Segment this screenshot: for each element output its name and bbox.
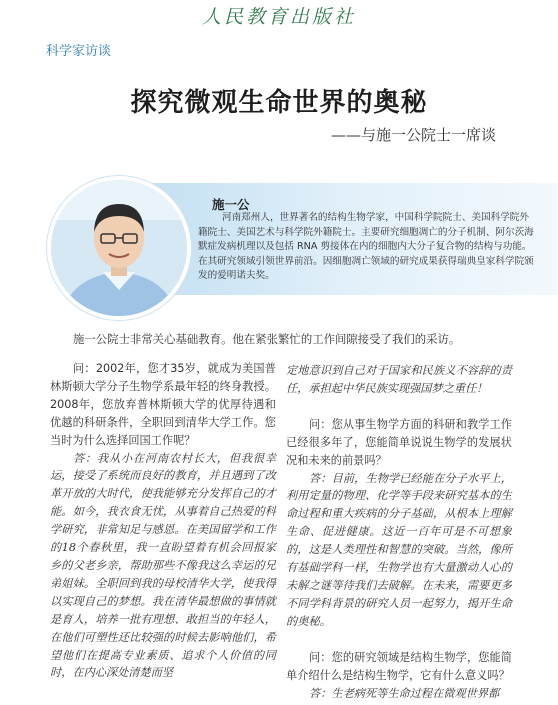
bio-name: 施一公 bbox=[212, 197, 250, 212]
question-1: 问：2002年，您才35岁，就成为美国普林斯顿大学分子生物学系最年轻的终身教授。2008年，您放弃普林斯顿大学的优厚待遇和优越的科研条件，全职回到清华大学工作。您当时为什么选择回国工作呢？ bbox=[50, 362, 276, 447]
portrait-illustration bbox=[51, 180, 187, 316]
question-2: 问：您从事生物学方面的科研和教学工作已经很多年了，您能简单说说生物学的发展状况和未来的前景吗？ bbox=[286, 417, 512, 467]
right-column bbox=[286, 362, 512, 702]
lead-paragraph: 施一公院士非常关心基础教育。他在紧张繁忙的工作间隙接受了我们的采访。 bbox=[73, 332, 461, 346]
answer-1: 答：我从小在河南农村长大，但我很幸运，接受了系统而良好的教育，并且遇到了改革开放的大时代，使我能够充分发挥自己的才能。如今，我衣食无忧，从事着自己热爱的科学研究，非常知足与感恩。在美国留学和工作的18个春秋里，我一直盼望着有机会回报家乡的父老乡亲，帮助那些不像我这么幸运的兄弟姐妹。全职回到我的母校清华大学，使我得以实现自己的梦想。我在清华最想做的事情就是育人，培养一批有理想、敢担当的年轻人，在他们可塑性还比较强的时候去影响他们，希望他们在提高专业素质、追求个人价值的同时，在内心深处清楚而坚 bbox=[50, 451, 276, 680]
question-3: 问：您的研究领域是结构生物学，您能简单介绍什么是结构生物学，它有什么意义吗？ bbox=[286, 650, 512, 682]
publisher-logo: 人民教育出版社 bbox=[201, 6, 356, 28]
answer-3: 答：生老病死等生命过程在微观世界都 bbox=[309, 686, 500, 700]
answer-1-continued: 定地意识到自己对于国家和民族义不容辞的责任，承担起中华民族实现强国梦之重任！ bbox=[286, 364, 512, 395]
article-title: 探究微观生命世界的奥秘 bbox=[130, 88, 428, 118]
article-subtitle: ——与施一公院士一席谈 bbox=[330, 126, 496, 144]
left-column bbox=[50, 360, 276, 682]
bio-text: 河南郑州人，世界著名的结构生物学家，中国科学院院士、美国科学院外籍院士、美国艺术与科学院外籍院士。主要研究细胞凋亡的分子机制、阿尔茨海默症发病机理以及包括 RNA 剪接体在内的细胞内大分子复合物的结构与功能。在其研究领域引领世界前沿。因细胞凋亡领域的研究成果获得瑞典皇家科学院颁发的爱明诺夫奖。 bbox=[198, 212, 534, 281]
portrait-photo bbox=[47, 176, 191, 320]
section-label: 科学家访谈 bbox=[46, 44, 112, 59]
answer-2: 答：目前，生物学已经能在分子水平上，利用定量的物理、化学等手段来研究基本的生命过程和重大疾病的分子基础，从根本上理解生命、促进健康。这近一百年可是不可想象的，这是人类理性和智慧的突破。当然，像所有基础学科一样，生物学也有大量激动人心的未解之谜等待我们去破解。在未来，需要更多不同学科背景的研究人员一起努力，揭开生命的奥秘。 bbox=[286, 471, 512, 628]
